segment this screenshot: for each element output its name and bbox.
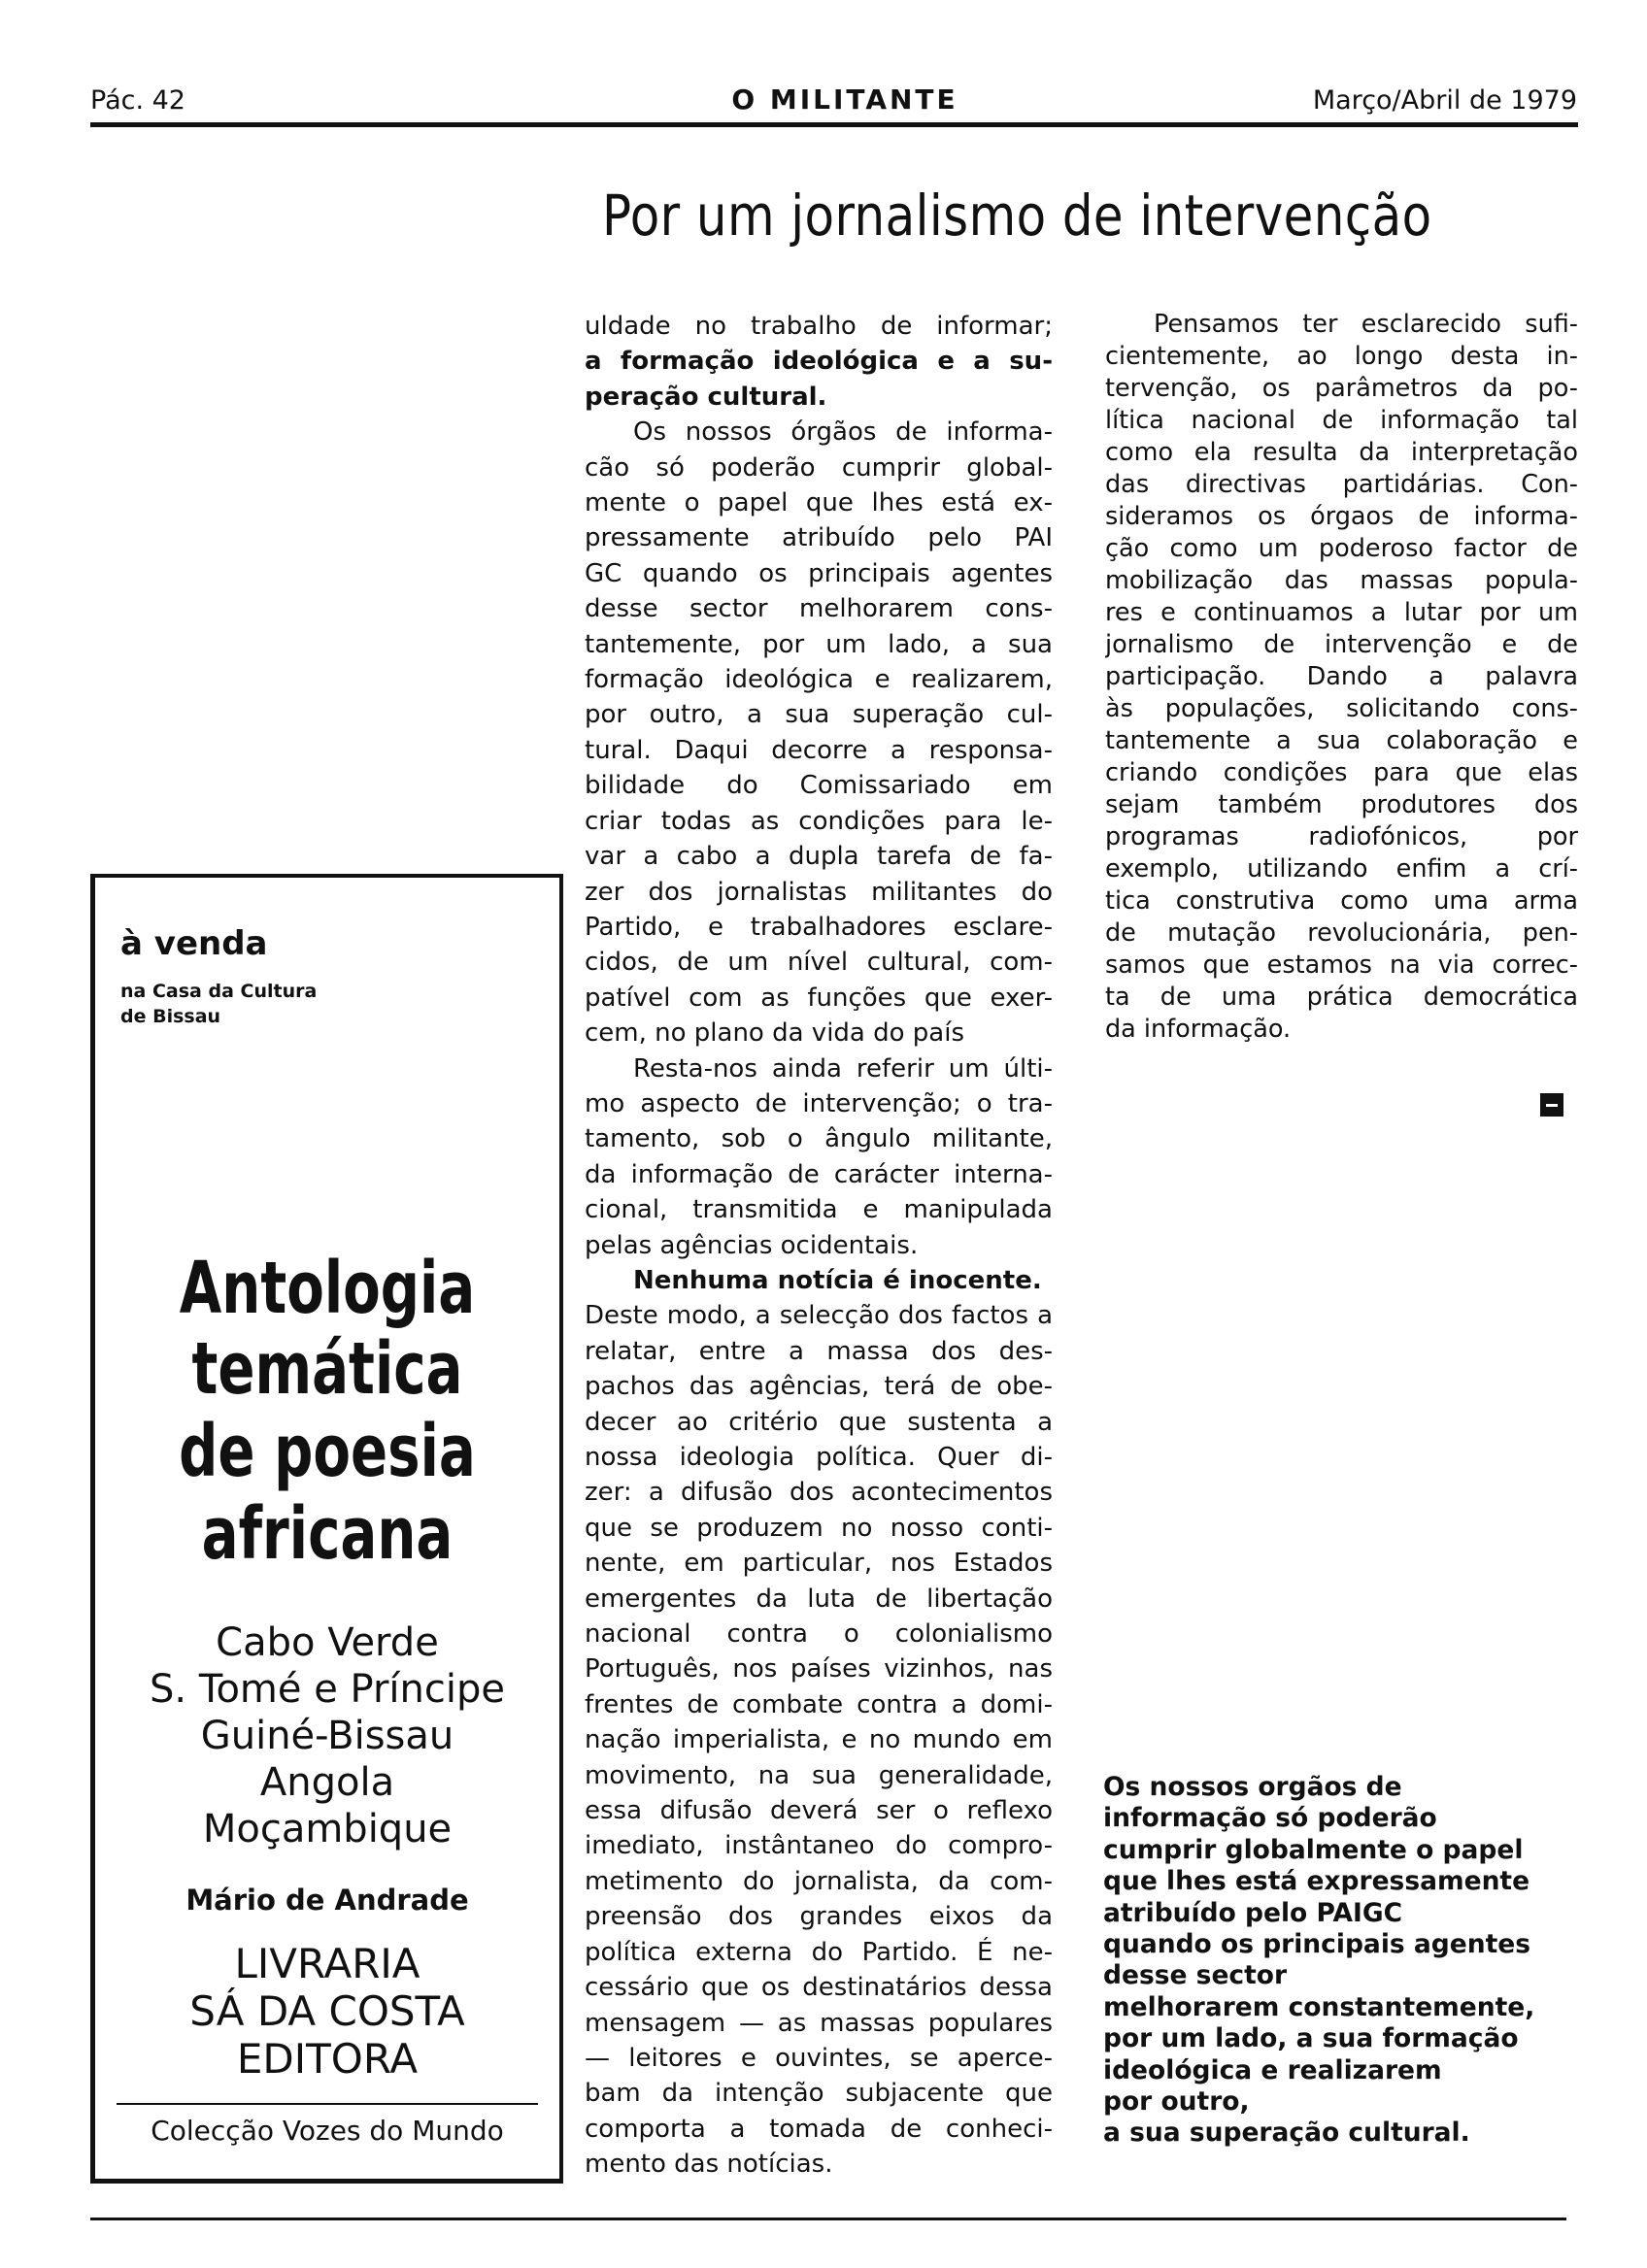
- pull-quote: [1103, 1772, 1584, 2150]
- text-line: GC quando os principais agentes: [585, 558, 1053, 588]
- text-line: pelas agências ocidentais.: [585, 1230, 919, 1260]
- ad-location: [120, 979, 317, 1029]
- ad-country: Angola: [259, 1760, 395, 1805]
- text-line: às populações, solicitando cons-: [1105, 694, 1578, 723]
- text-line: comporta a tomada de conheci-: [585, 2114, 1053, 2144]
- text-line: preensão dos grandes eixos da: [585, 1902, 1053, 1932]
- ad-title-line: Antologia: [179, 1247, 476, 1330]
- text-line: nente, em particular, nos Estados: [585, 1549, 1053, 1579]
- text-line: participação. Dando a palavra: [1105, 662, 1578, 691]
- text-line: Deste modo, a selecção dos factos a: [585, 1301, 1053, 1331]
- end-of-article-icon: [1540, 1093, 1563, 1117]
- ad-location-line: de Bissau: [120, 1006, 221, 1027]
- text-line: a sua superação cultural.: [1103, 2118, 1470, 2149]
- text-line: criando condições para que elas: [1105, 758, 1578, 787]
- ad-publisher-line: EDITORA: [236, 2035, 419, 2083]
- page-number: Pác. 42: [90, 85, 185, 116]
- footer-rule: [90, 2218, 1566, 2220]
- ad-title-line: africana: [201, 1492, 454, 1576]
- text-line: como ela resulta da interpretação: [1105, 438, 1578, 467]
- ad-publisher-line: LIVRARIA: [234, 1940, 420, 1987]
- text-line: patível com as funções que exer-: [585, 983, 1053, 1013]
- article-title: Por um jornalismo de intervenção: [602, 183, 1432, 249]
- text-line: por um lado, a sua formação: [1103, 2023, 1519, 2054]
- text-line: mente o papel que lhes está ex-: [585, 488, 1053, 518]
- text-line: nacional contra o colonialismo: [585, 1619, 1053, 1650]
- text-line: tural. Daqui decorre a responsa-: [585, 735, 1053, 765]
- text-line: ção como um poderoso factor de: [1105, 534, 1578, 563]
- text-line: relatar, entre a massa dos des-: [585, 1336, 1053, 1366]
- text-line: cessário que os destinatários dessa: [585, 1973, 1053, 2003]
- text-line: var a cabo a dupla tarefa de fa-: [585, 842, 1053, 872]
- text-line: tantemente a sua colaboração e: [1105, 726, 1578, 755]
- text-line: cumprir globalmente o papel: [1103, 1834, 1524, 1865]
- text-line: cidos, de um nível cultural, com-: [585, 948, 1053, 978]
- ad-title-line: temática: [191, 1327, 463, 1411]
- text-line: criar todas as condições para le-: [585, 806, 1053, 836]
- text-line: quando os principais agentes: [1103, 1929, 1531, 1960]
- text-line: peração cultural.: [585, 382, 827, 412]
- text-line: mobilização das massas popula-: [1105, 566, 1578, 595]
- text-line: melhorarem constantemente,: [1103, 1991, 1535, 2022]
- text-line: tica construtiva como uma arma: [1105, 886, 1578, 916]
- text-line: política externa do Partido. É ne-: [585, 1937, 1053, 1967]
- text-line: sejam também produtores dos: [1105, 790, 1578, 819]
- text-line: frentes de combate contra a domi-: [585, 1689, 1053, 1719]
- text-line: cional, transmitida e manipulada: [585, 1195, 1053, 1225]
- text-line: a formação ideológica e a su-: [585, 347, 1053, 377]
- text-line: emergentes da luta de libertação: [585, 1584, 1053, 1614]
- text-line: da informação de carácter interna-: [585, 1159, 1053, 1189]
- ad-country: S. Tomé e Príncipe: [150, 1667, 505, 1712]
- text-line: desse sector melhorarem cons-: [585, 594, 1053, 624]
- text-line: tantemente, por um lado, a sua: [585, 629, 1053, 659]
- text-line: mento das notícias.: [585, 2150, 833, 2180]
- text-line: movimento, na sua generalidade,: [585, 1760, 1053, 1790]
- text-line: que lhes está expressamente: [1103, 1866, 1530, 1897]
- text-line: que se produzem no nosso conti-: [585, 1513, 1053, 1543]
- ad-publisher-line: SÁ DA COSTA: [189, 1987, 465, 2035]
- ad-country: Moçambique: [202, 1807, 453, 1851]
- text-line: decer ao critério que sustenta a: [585, 1407, 1053, 1437]
- text-line: de mutação revolucionária, pen-: [1105, 918, 1578, 948]
- article-column-2: [1105, 309, 1578, 1046]
- text-line: cientemente, ao longo desta in-: [1105, 342, 1578, 371]
- text-line: programas radiofónicos, por: [1105, 822, 1578, 851]
- ad-location-line: na Casa da Cultura: [120, 981, 318, 1002]
- text-line: nossa ideologia política. Quer di-: [585, 1443, 1053, 1472]
- text-line: informação só poderão: [1103, 1803, 1437, 1834]
- ad-title-line: de poesia: [179, 1410, 476, 1493]
- article-column-1: [585, 309, 1053, 2183]
- ad-divider: [117, 2103, 538, 2105]
- text-line: jornalismo de intervenção e de: [1105, 630, 1578, 659]
- ad-for-sale: à venda: [120, 924, 268, 963]
- text-line: das directivas partidárias. Con-: [1105, 470, 1578, 499]
- text-line: mo aspecto de intervenção; o tra-: [585, 1088, 1053, 1118]
- text-line: Os nossos órgãos de informa-: [633, 417, 1053, 448]
- text-line: sideramos os órgaos de informa-: [1105, 502, 1578, 531]
- text-line: ta de uma prática democrática: [1105, 983, 1578, 1012]
- text-line: pressamente atribuído pelo PAI: [585, 523, 1053, 553]
- text-line: exemplo, utilizando enfim a crí-: [1105, 854, 1578, 884]
- text-line: Nenhuma notícia é inocente.: [633, 1265, 1042, 1295]
- text-line: lítica nacional de informação tal: [1105, 406, 1578, 435]
- text-line: bilidade do Comissariado em: [585, 771, 1053, 801]
- ad-collection: Colecção Vozes do Mundo: [151, 2115, 504, 2147]
- text-line: — leitores e ouvintes, se aperce-: [585, 2043, 1053, 2073]
- text-line: essa difusão deverá ser o reflexo: [585, 1796, 1053, 1826]
- text-line: da informação.: [1105, 1015, 1292, 1044]
- text-line: cão só poderão cumprir global-: [585, 452, 1053, 483]
- text-line: Os nossos orgãos de: [1103, 1772, 1402, 1802]
- text-line: tamento, sob o ângulo militante,: [585, 1124, 1053, 1154]
- text-line: pachos das agências, terá de obe-: [585, 1372, 1053, 1402]
- header-rule: [90, 122, 1578, 127]
- text-line: zer dos jornalistas militantes do: [585, 877, 1053, 907]
- text-line: zer: a difusão dos acontecimentos: [585, 1478, 1053, 1508]
- text-line: bam da intenção subjacente que: [585, 2079, 1053, 2109]
- text-line: por outro, a sua superação cul-: [585, 700, 1053, 730]
- text-line: nação imperialista, e no mundo em: [585, 1725, 1053, 1755]
- text-line: ideológica e realizarem: [1103, 2054, 1442, 2085]
- issue-date: Março/Abril de 1979: [1312, 85, 1577, 116]
- text-line: tervenção, os parâmetros da po-: [1105, 374, 1578, 403]
- text-line: Português, nos países vizinhos, nas: [585, 1654, 1053, 1684]
- ad-country: Guiné-Bissau: [200, 1714, 454, 1758]
- text-line: Pensamos ter esclarecido sufi-: [1154, 310, 1578, 339]
- ad-author: Mário de Andrade: [185, 1884, 469, 1917]
- text-line: Partido, e trabalhadores esclare-: [585, 912, 1053, 942]
- text-line: mensagem — as massas populares: [585, 2008, 1053, 2038]
- text-line: uldade no trabalho de informar;: [585, 312, 1053, 341]
- publication-name: O MILITANTE: [731, 83, 958, 116]
- text-line: por outro,: [1103, 2086, 1250, 2118]
- text-line: formação ideológica e realizarem,: [585, 665, 1053, 695]
- text-line: Resta-nos ainda referir um últi-: [633, 1053, 1053, 1084]
- book-advertisement: [90, 874, 563, 2184]
- text-line: cem, no plano da vida do país: [585, 1018, 965, 1049]
- text-line: metimento do jornalista, da com-: [585, 1866, 1053, 1896]
- text-line: atribuído pelo PAIGC: [1103, 1897, 1403, 1928]
- text-line: samos que estamos na via correc-: [1105, 951, 1578, 980]
- text-line: res e continuamos a lutar por um: [1105, 598, 1578, 627]
- text-line: desse sector: [1103, 1960, 1288, 1991]
- ad-country: Cabo Verde: [216, 1620, 439, 1665]
- text-line: imediato, instântaneo do compro-: [585, 1831, 1053, 1861]
